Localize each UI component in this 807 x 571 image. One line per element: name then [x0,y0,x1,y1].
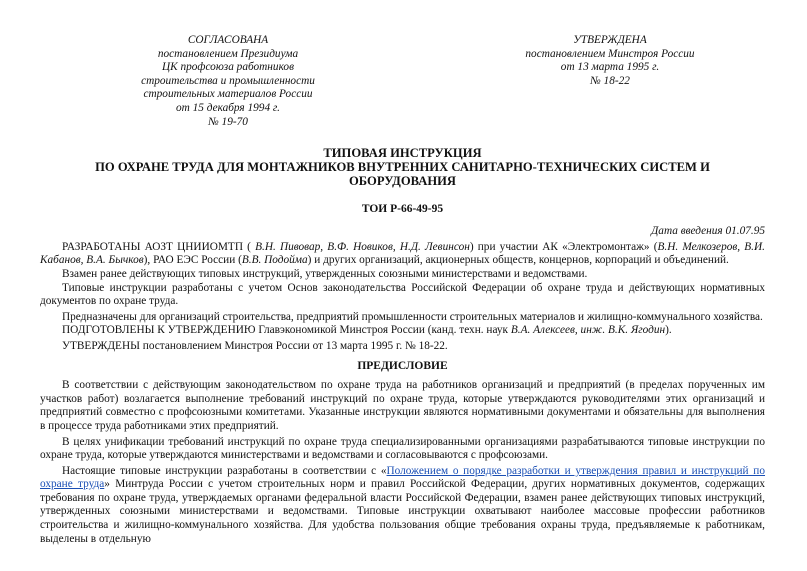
developed-paragraph [40,241,765,268]
intended-paragraph: Предназначены для организаций строительства, предприятий промышленности строительных материалов и жилищно-коммунального хозяйства. [62,310,763,323]
approved-by-paragraph: УТВЕРЖДЕНЫ постановлением Минстроя России от 13 марта 1995 г. № 18-22. [62,339,448,352]
developed-suffix: ) и других организаций, акционерных обществ, концернов, корпораций и объединений. [307,254,729,267]
replaced-paragraph: Взамен ранее действующих типовых инструкций, утвержденных союзными министерствами и ведомствами. [62,267,588,280]
preface-paragraph-3 [40,465,765,547]
developed-middle-2: ), РАО ЕЭС России ( [143,254,242,267]
title-line: ПО ОХРАНЕ ТРУДА ДЛЯ МОНТАЖНИКОВ ВНУТРЕННИХ САНИТАРНО-ТЕХНИЧЕСКИХ СИСТЕМ И [95,160,710,175]
prepared-authors: В.А. Алексеев, инж. В.К. Ягодин [510,324,666,337]
prepared-prefix: ПОДГОТОВЛЕНЫ К УТВЕРЖДЕНИЮ Главэкономикой Минстроя России (канд. техн. наук [62,324,511,337]
basis-paragraph: Типовые инструкции разработаны с учетом Основ законодательства Российской Федерации об охране труда и действующих нормативных документов по охране труда. [40,281,765,308]
prepared-paragraph [40,324,765,338]
regulation-link[interactable]: Положением о порядке разработки и утверждения правил и инструкций по охране труда [40,464,766,491]
approved-line: постановлением Минстроя России [525,47,695,60]
agreed-line: строительства и промышленности [141,74,315,87]
title-line: ОБОРУДОВАНИЯ [348,174,457,189]
introduction-date: Дата введения 01.07.95 [651,225,765,238]
developed-authors-3: В.В. Подойма [241,254,308,267]
agreed-heading: СОГЛАСОВАНА [187,34,269,46]
preface-p3-suffix: » Минтруда России с учетом строительных норм и правил Российской Федерации, других нормативных документов, содержащих требования по охране труда, утверждаемых органами федеральной власти Российской Федерации, взамен ранее действующих типовых инструкций, утвержденных союзными министерствами и ведомствами. Типовые инструкции охватывают наиболее массовые профессии работников строительства и жилищно-коммунального хозяйства. Для удобства пользования общие требования охраны труда, предъявляемые к работникам, выделены в отдельную [40,478,765,545]
preface-paragraph-2: В целях унификации требований инструкций по охране труда специализированными организациями разрабатываются типовые инструкции по охране труда, которые утверждаются министерствами и ведомствами и согласовываются с профсоюзами. [40,435,765,462]
agreed-line: строительных материалов России [143,88,313,101]
preface-heading: ПРЕДИСЛОВИЕ [357,359,448,372]
agreed-line: постановлением Президиума [157,47,299,60]
approved-line: № 18-22 [590,74,630,87]
prepared-suffix: ). [665,324,672,337]
developed-middle: ) при участии АК «Электромонтаж» ( [469,240,658,253]
agreed-block [128,34,328,129]
approval-header [40,34,765,138]
approved-heading: УТВЕРЖДЕНА [573,34,647,46]
developed-prefix: РАЗРАБОТАНЫ АОЗТ ЦНИИОМТП ( [62,240,256,253]
title-line: ТИПОВАЯ ИНСТРУКЦИЯ [323,146,482,160]
document-title [40,146,765,189]
preface-paragraph-1: В соответствии с действующим законодательством по охране труда на работников организаций и предприятий (в пределах порученных им участков работ) возлагается выполнение требований инструкций по охране труда, которые утверждаются руководителями этих организаций и предприятий совместно с профсоюзными комитетами. Указанные инструкции являются нормативными документами и обязательны для выполнения в процессе труда работниками этих предприятий. [40,379,765,432]
approved-block [510,34,710,88]
agreed-line: ЦК профсоюза работников [162,61,294,74]
document-number: ТОИ Р-66-49-95 [361,202,444,215]
agreed-line: № 19-70 [208,115,248,128]
preface-p3-prefix: Настоящие типовые инструкции разработаны в соответствии с « [62,464,387,477]
approved-line: от 13 марта 1995 г. [560,61,660,74]
developed-authors: В.Н. Пивовар, В.Ф. Новиков, Н.Д. Левинсон [255,240,470,253]
agreed-line: от 15 декабря 1994 г. [175,101,281,114]
developed-authors-2: В.Н. Мелкозеров, В.И. Кабанов, В.А. Бычков [40,240,765,267]
